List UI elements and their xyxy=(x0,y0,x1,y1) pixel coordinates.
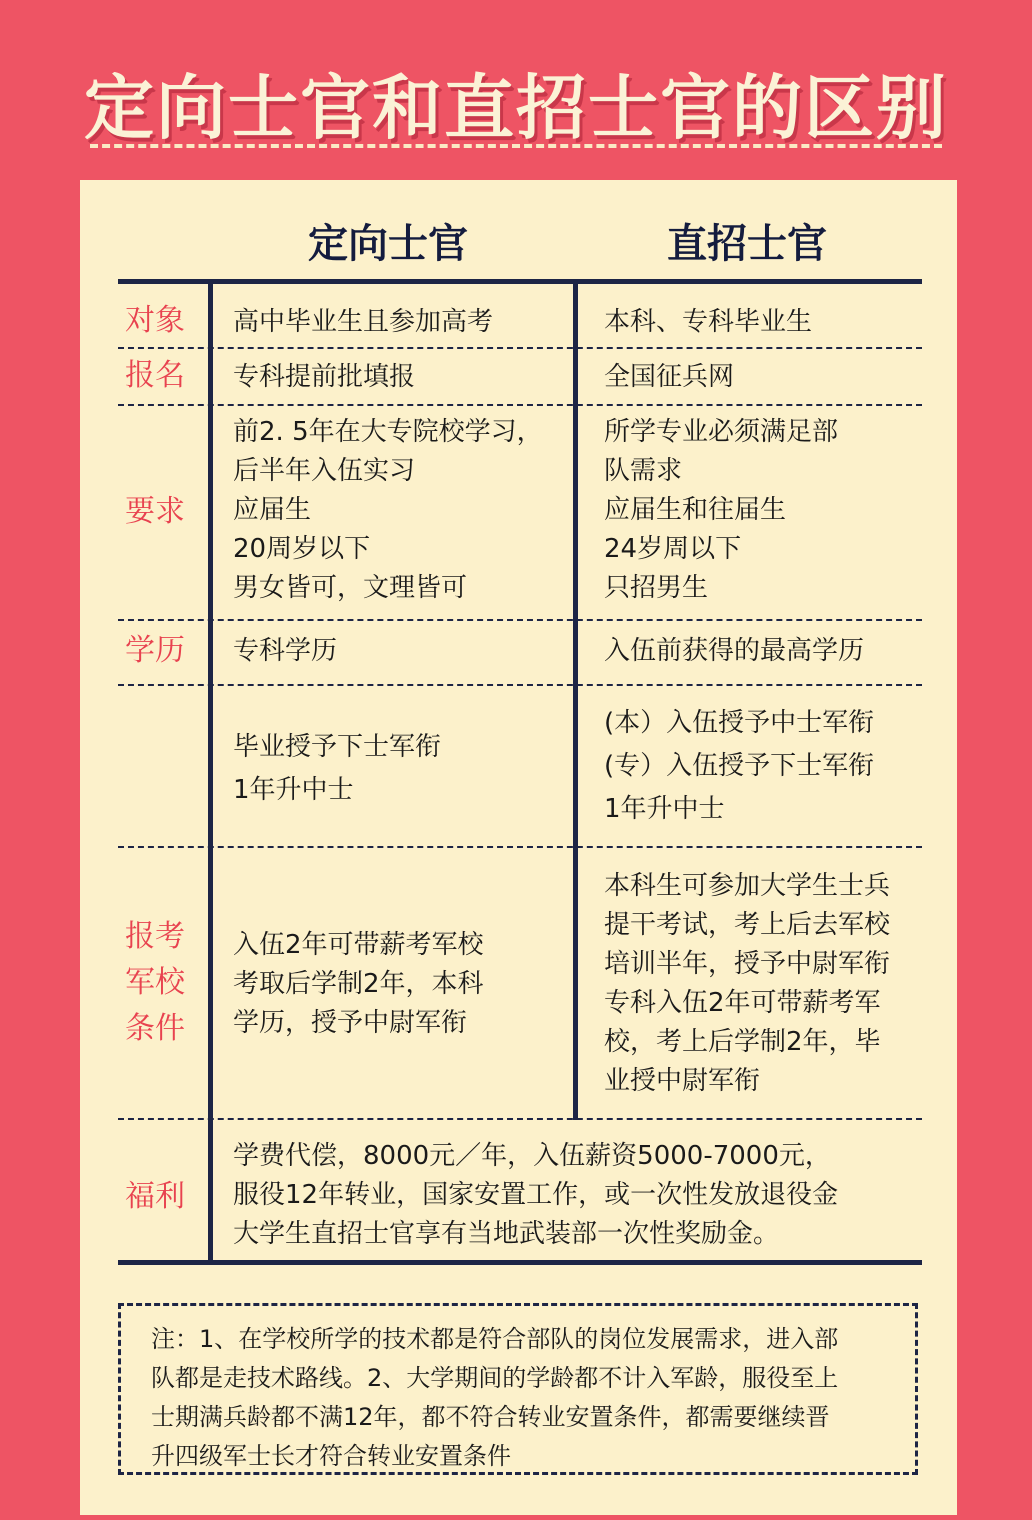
cell-exam-direct-line: 培训半年，授予中尉军衔 xyxy=(604,949,891,979)
cell-benefits-line: 服役12年转业，国家安置工作，或一次性发放退役金 xyxy=(233,1180,839,1210)
cell-exam-direct-line: 校，考上后学制2年，毕 xyxy=(604,1027,881,1057)
cell-education-direct: 入伍前获得的最高学历 xyxy=(604,636,865,666)
cell-requirements-direct-line: 24岁周以下 xyxy=(604,534,742,564)
cell-education-directed: 专科学历 xyxy=(233,636,338,666)
cell-exam-direct-line: 本科生可参加大学生士兵 xyxy=(604,871,891,901)
row-label-exam-line-1: 报考 xyxy=(125,919,185,954)
cell-target-directed: 高中毕业生且参加高考 xyxy=(233,307,494,337)
note-line: 注：1、在学校所学的技术都是符合部队的岗位发展需求，进入部 xyxy=(151,1325,839,1353)
cell-requirements-direct-line: 应届生和往届生 xyxy=(604,495,787,525)
note-line: 升四级军士长才符合转业安置条件 xyxy=(151,1442,511,1470)
row-divider xyxy=(118,846,922,848)
cell-benefits-line: 学费代偿，8000元／年，入伍薪资5000-7000元， xyxy=(233,1141,831,1171)
row-label-exam-line-2: 军校 xyxy=(125,965,185,1000)
row-label-exam-line-3: 条件 xyxy=(125,1011,185,1046)
cell-exam-direct-line: 专科入伍2年可带薪考军 xyxy=(604,988,881,1018)
row-divider xyxy=(118,404,922,406)
row-divider xyxy=(118,1118,922,1120)
cell-rank-directed-line: 1年升中士 xyxy=(233,775,354,805)
cell-exam-directed-line: 考取后学制2年，本科 xyxy=(233,969,484,999)
cell-exam-direct-line: 业授中尉军衔 xyxy=(604,1066,761,1096)
table-top-rule xyxy=(118,279,922,284)
title-underline xyxy=(90,144,942,148)
row-label-benefits: 福利 xyxy=(125,1179,185,1214)
note-line: 士期满兵龄都不满12年，都不符合转业安置条件，都需要继续晋 xyxy=(151,1403,830,1431)
cell-rank-direct-line: (本）入伍授予中士军衔 xyxy=(604,708,875,738)
row-label-registration: 报名 xyxy=(125,358,185,393)
cell-registration-direct: 全国征兵网 xyxy=(604,362,735,392)
header-direct-recruit-nco: 直招士官 xyxy=(667,221,827,267)
cell-registration-directed: 专科提前批填报 xyxy=(233,362,416,392)
table-bottom-rule xyxy=(118,1260,922,1265)
cell-requirements-direct-line: 只招男生 xyxy=(604,573,709,603)
column-divider-left xyxy=(208,282,213,1262)
row-label-target: 对象 xyxy=(125,303,185,338)
cell-benefits-line: 大学生直招士官享有当地武装部一次性奖励金。 xyxy=(233,1219,780,1249)
cell-requirements-directed-line: 20周岁以下 xyxy=(233,534,371,564)
row-label-education: 学历 xyxy=(125,633,185,668)
column-divider-right xyxy=(573,282,578,1120)
row-divider xyxy=(118,684,922,686)
cell-requirements-directed-line: 后半年入伍实习 xyxy=(233,456,416,486)
cell-exam-directed-line: 学历，授予中尉军衔 xyxy=(233,1008,468,1038)
cell-requirements-direct-line: 队需求 xyxy=(604,456,683,486)
cell-requirements-directed-line: 前2. 5年在大专院校学习， xyxy=(233,417,543,447)
note-line: 队都是走技术路线。2、大学期间的学龄都不计入军龄，服役至上 xyxy=(151,1364,839,1392)
cell-rank-directed-line: 毕业授予下士军衔 xyxy=(233,732,442,762)
row-label-requirements: 要求 xyxy=(125,494,185,529)
cell-requirements-directed-line: 应届生 xyxy=(233,495,312,525)
header-directed-nco: 定向士官 xyxy=(308,221,468,267)
cell-requirements-direct-line: 所学专业必须满足部 xyxy=(604,417,839,447)
cell-requirements-directed-line: 男女皆可，文理皆可 xyxy=(233,573,468,603)
cell-exam-direct-line: 提干考试，考上后去军校 xyxy=(604,910,891,940)
cell-target-direct: 本科、专科毕业生 xyxy=(604,307,813,337)
row-divider xyxy=(118,347,922,349)
cell-exam-directed-line: 入伍2年可带薪考军校 xyxy=(233,930,484,960)
row-divider xyxy=(118,619,922,621)
note-box xyxy=(118,1303,918,1475)
cell-rank-direct-line: (专）入伍授予下士军衔 xyxy=(604,751,875,781)
cell-rank-direct-line: 1年升中士 xyxy=(604,794,725,824)
page-title: 定向士官和直招士官的区别 xyxy=(84,67,948,149)
